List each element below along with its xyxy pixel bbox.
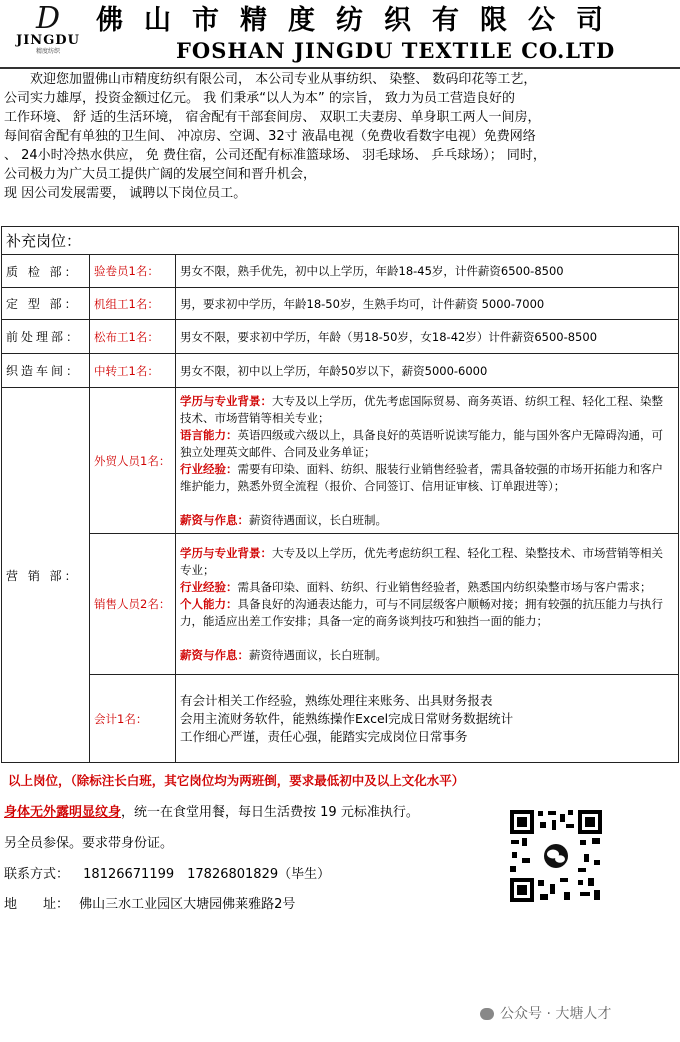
req-text: 薪资待遇面议，长白班制。	[249, 647, 387, 662]
position-cell: 验卷员1名：	[90, 255, 176, 288]
section-title: 补充岗位：	[2, 227, 679, 255]
table-row	[2, 288, 679, 320]
intro-line: 欢迎您加盟佛山市精度纺织有限公司， 本公司专业从事纺织、 染整、 数码印花等工艺，	[4, 72, 537, 87]
header	[0, 0, 680, 66]
position-cell: 会计1名：	[90, 675, 176, 763]
req-key: 个人能力：	[180, 596, 238, 611]
contact-phones: 18126671199 17826801829（毕生）	[83, 867, 331, 882]
dept-cell: 前处理部：	[2, 320, 90, 354]
req-line: 有会计相关工作经验，熟练处理往来账务、出具财务报表	[180, 692, 493, 708]
req-key: 行业经验：	[180, 461, 238, 476]
logo-name: JINGDU	[16, 33, 80, 48]
meal-line	[4, 801, 419, 820]
req-key: 行业经验：	[180, 579, 238, 594]
intro-paragraph	[4, 70, 676, 203]
req-text: 英语四级或六级以上，具备良好的英语听说读写能力，能与国外客户无障碍沟通，可独立处理英文邮件、合同及业务单证；	[180, 427, 663, 459]
position-cell: 机组工1名：	[90, 288, 176, 320]
intro-line: 每间宿舍配有单独的卫生间、 冲凉房、空调、32寸 液晶电视（免费收看数字电视）免费网络	[4, 129, 536, 144]
contact-line	[4, 863, 330, 882]
requirement-cell: 男女不限，要求初中学历，年龄（男18-50岁，女18-42岁）计件薪资6500-8500	[176, 320, 679, 354]
req-text: 具备良好的沟通表达能力，可与不同层级客户顺畅对接；拥有较强的抗压能力与执行力，能适应出差工作安排；具备一定的商务谈判技巧和独挡一面的能力；	[180, 596, 663, 628]
table-row	[2, 534, 679, 675]
intro-line: 现 因公司发展需要， 诚聘以下岗位员工。	[4, 186, 247, 201]
company-name-cn: 佛山市精度纺织有限公司	[96, 5, 624, 36]
wechat-qr-code	[508, 808, 604, 904]
wechat-icon	[480, 1008, 494, 1020]
position-cell: 销售人员2名：	[90, 534, 176, 675]
table-row	[2, 388, 679, 534]
req-key: 学历与专业背景：	[180, 545, 272, 560]
logo-letter: D	[35, 1, 61, 36]
table-row	[2, 354, 679, 388]
contact-label: 联系方式：	[4, 867, 70, 882]
position-cell: 外贸人员1名：	[90, 388, 176, 534]
intro-line: 公司实力雄厚，投资金额过亿元。 我 们秉承“以人为本” 的宗旨， 致力为员工营造良好的	[4, 91, 515, 106]
shift-notice: 以上岗位，（除标注长白班，其它岗位均为两班倒，要求最低初中及以上文化水平）	[8, 773, 465, 788]
tattoo-requirement: 身体无外露明显纹身	[4, 805, 122, 820]
dept-cell-sales: 营 销 部：	[2, 388, 90, 763]
intro-line: 、 24小时冷热水供应， 免 费住宿，公司还配有标准篮球场、 羽毛球场、 乒乓球场）； 同时，	[4, 148, 546, 163]
jobs-table	[1, 226, 679, 763]
requirement-cell: 男，要求初中学历，年龄18-50岁，生熟手均可，计件薪资 5000-7000	[176, 288, 679, 320]
req-text: 大专及以上学历，优先考虑纺织工程、轻化工程、染整技术、市场营销等相关专业；	[180, 545, 663, 577]
table-row	[2, 320, 679, 354]
intro-line: 工作环境、 舒 适的生活环境， 宿舍配有干部套间房、 双职工夫妻房、单身职工两人一间房，	[4, 110, 541, 125]
req-key: 薪资与作息：	[180, 512, 249, 527]
requirement-cell	[176, 675, 679, 763]
table-row	[2, 255, 679, 288]
requirement-cell	[176, 388, 679, 534]
watermark	[480, 1003, 611, 1023]
req-key: 学历与专业背景：	[180, 393, 272, 408]
address-line	[4, 893, 295, 912]
requirement-cell: 男女不限，熟手优先，初中以上学历，年龄18-45岁，计件薪资6500-8500	[176, 255, 679, 288]
req-text: 需要有印染、面料、纺织、服装行业销售经验者，需具备较强的市场开拓能力和客户维护能力，熟悉外贸全流程（报价、合同签订、信用证审核、订单跟进等）；	[180, 461, 663, 493]
requirement-cell	[176, 534, 679, 675]
req-key: 语言能力：	[180, 427, 238, 442]
req-line: 工作细心严谨，责任心强，能踏实完成岗位日常事务	[180, 728, 468, 744]
header-divider	[0, 67, 680, 69]
dept-cell: 织造车间：	[2, 354, 90, 388]
req-text: 薪资待遇面议，长白班制。	[249, 512, 387, 527]
req-text: 需具备印染、面料、纺织、行业销售经验者，熟悉国内纺织染整市场与客户需求；	[237, 579, 652, 594]
insurance-line: 另全员参保。要求带身份证。	[4, 836, 174, 851]
dept-cell: 质 检 部：	[2, 255, 90, 288]
meal-text: ，统一在食堂用餐，每日生活费按 19 元标准执行。	[121, 805, 419, 820]
req-line: 会用主流财务软件，能熟练操作Excel完成日常财务数据统计	[180, 710, 514, 726]
address-label: 地 址：	[4, 897, 70, 912]
address-text: 佛山三水工业园区大塘园佛莱雅路2号	[79, 897, 296, 912]
table-row	[2, 227, 679, 255]
table-row	[2, 675, 679, 763]
dept-cell: 定 型 部：	[2, 288, 90, 320]
intro-line: 公司极力为广大员工提供广阔的发展空间和晋升机会，	[4, 167, 317, 182]
req-key: 薪资与作息：	[180, 647, 249, 662]
watermark-text: 公众号 · 大塘人才	[500, 1006, 612, 1022]
logo-sub: 精度纺织	[35, 48, 60, 55]
req-text: 大专及以上学历，优先考虑国际贸易、商务英语、纺织工程、轻化工程、染整技术、市场营销等相关专业；	[180, 393, 663, 425]
requirement-cell: 男女不限，初中以上学历，年龄50岁以下，薪资5000-6000	[176, 354, 679, 388]
company-logo	[8, 1, 88, 62]
position-cell: 松布工1名：	[90, 320, 176, 354]
position-cell: 中转工1名：	[90, 354, 176, 388]
company-name-en: FOSHAN JINGDU TEXTILE CO.LTD	[176, 38, 616, 63]
